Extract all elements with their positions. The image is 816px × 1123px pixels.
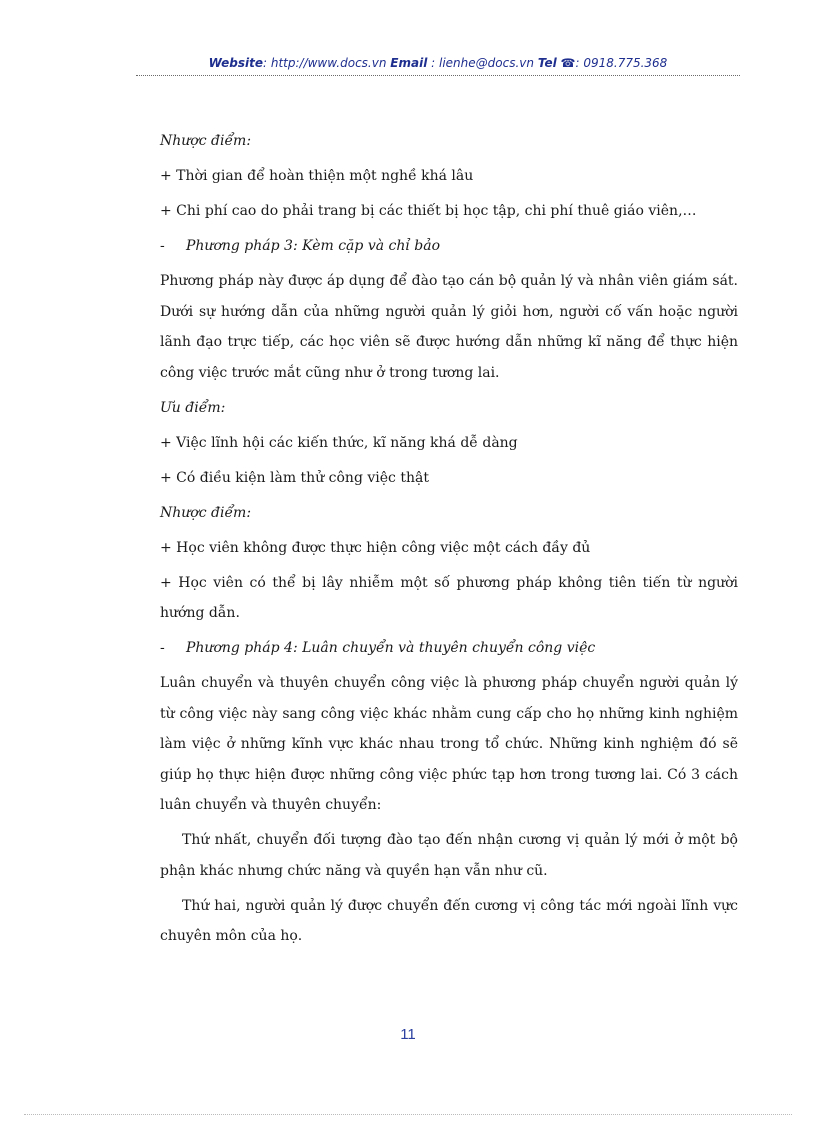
footer-divider <box>24 1114 792 1115</box>
email-value: : lienhe@docs.vn <box>431 56 534 70</box>
bullet-item: + Có điều kiện làm thử công việc thật <box>160 469 429 486</box>
page-number: 11 <box>400 1026 416 1043</box>
paragraph: Phương pháp này được áp dụng để đào tạo cán bộ quản lý và nhân viên giám sát. Dưới sự hướng dẫn của những người quản lý giỏi hơn, người cố vấn hoặc người lãnh đạo trực tiếp, các học viên sẽ được hướng dẫn những kĩ năng để thực hiện công việc trước mắt cũng như ở trong tương lai. <box>160 273 738 381</box>
bullet-item: + Chi phí cao do phải trang bị các thiết bị học tập, chi phí thuê giáo viên,… <box>160 203 697 219</box>
list-dash: - <box>160 238 165 254</box>
email-label: Email <box>390 56 428 70</box>
advantages-heading: Ưu điểm: <box>160 399 226 416</box>
bullet-item: + Thời gian để hoàn thiện một nghề khá lâu <box>160 168 474 184</box>
telephone-icon: ☎ <box>560 56 576 70</box>
tel-label: Tel <box>537 56 557 70</box>
header-divider <box>136 75 740 76</box>
tel-value: : 0918.775.368 <box>575 56 668 70</box>
paragraph: Thứ hai, người quản lý được chuyển đến cương vị công tác mới ngoài lĩnh vực chuyên môn của họ. <box>160 897 738 944</box>
method-4-heading <box>160 633 738 664</box>
page-header <box>136 56 740 70</box>
website-label: Website <box>208 56 263 70</box>
disadvantages-heading: Nhược điểm: <box>160 133 252 149</box>
list-dash: - <box>160 640 165 656</box>
method-3-heading <box>160 231 738 262</box>
bullet-item: + Việc lĩnh hội các kiến thức, kĩ năng khá dễ dàng <box>160 434 518 451</box>
disadvantages-heading: Nhược điểm: <box>160 504 252 521</box>
website-value: : http://www.docs.vn <box>263 56 387 70</box>
bullet-item: + Học viên không được thực hiện công việc một cách đầy đủ <box>160 539 591 556</box>
bullet-item: + Học viên có thể bị lây nhiễm một số phương pháp không tiên tiến từ người hướng dẫn. <box>160 574 738 621</box>
method-3-title: Phương pháp 3: Kèm cặp và chỉ bảo <box>186 238 441 254</box>
paragraph: Luân chuyển và thuyên chuyển công việc là phương pháp chuyển người quản lý từ công việc này sang công việc khác nhằm cung cấp cho họ những kinh nghiệm làm việc ở những kĩnh vực khác nhau trong tổ chức. Những kinh nghiệm đó sẽ giúp họ thực hiện được những công việc phức tạp hơn trong tương lai. Có 3 cách luân chuyển và thuyên chuyển: <box>160 675 738 813</box>
method-4-title: Phương pháp 4: Luân chuyển và thuyên chuyển công việc <box>186 640 596 656</box>
document-body <box>160 126 738 952</box>
paragraph: Thứ nhất, chuyển đối tượng đào tạo đến nhận cương vị quản lý mới ở một bộ phận khác nhưng chức năng và quyền hạn vẫn như cũ. <box>160 832 738 879</box>
